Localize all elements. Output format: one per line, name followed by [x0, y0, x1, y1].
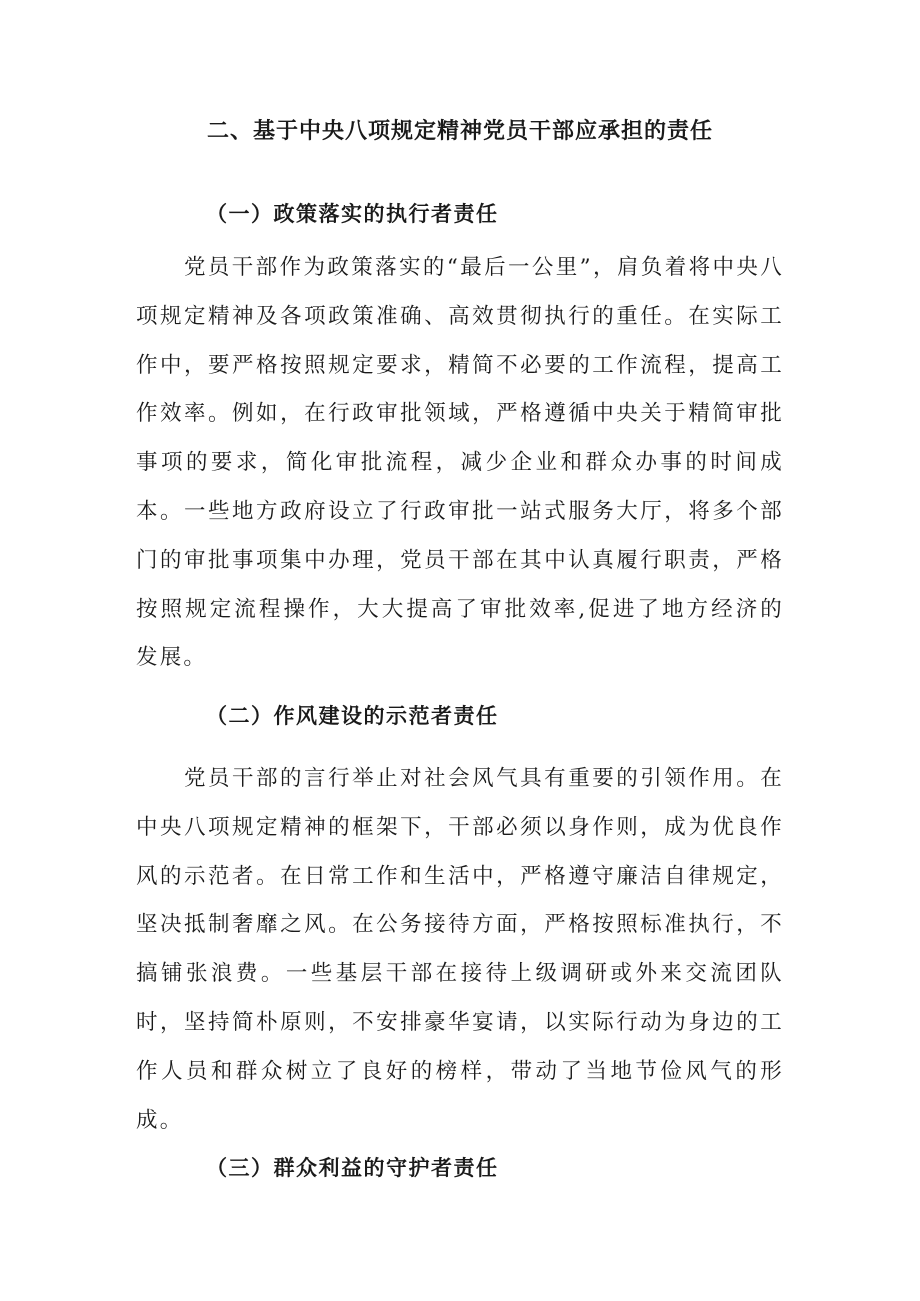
section-heading-3: （三）群众利益的守护者责任 [206, 1155, 499, 1180]
section-paragraph-2: 党员干部的言行举止对社会风气具有重要的引领作用。在中央八项规定精神的框架下，干部必须以身作则，成为优良作风的示范者。在日常工作和生活中，严格遵守廉洁自律规定，坚决抵制奢靡之风。在公务接待方面，严格按照标准执行，不搞铺张浪费。一些基层干部在接待上级调研或外来交流团队时，坚持简朴原则，不安排豪华宴请，以实际行动为身边的工作人员和群众树立了良好的榜样，带动了当地节俭风气的形成。 [136, 766, 784, 1133]
section-heading-1: （一）政策落实的执行者责任 [206, 201, 499, 226]
section-paragraph-1: 党员干部作为政策落实的“最后一公里”，肩负着将中央八项规定精神及各项政策准确、高效贯彻执行的重任。在实际工作中，要严格按照规定要求，精简不必要的工作流程，提高工作效率。例如，在行政审批领域，严格遵循中央关于精简审批事项的要求，简化审批流程，减少企业和群众办事的时间成本。一些地方政府设立了行政审批一站式服务大厅，将多个部门的审批事项集中办理，党员干部在其中认真履行职责，严格按照规定流程操作，大大提高了审批效率,促进了地方经济的发展。 [136, 255, 784, 671]
document-title: 二、基于中央八项规定精神党员干部应承担的责任 [206, 119, 713, 144]
section-heading-2: （二）作风建设的示范者责任 [206, 703, 499, 728]
